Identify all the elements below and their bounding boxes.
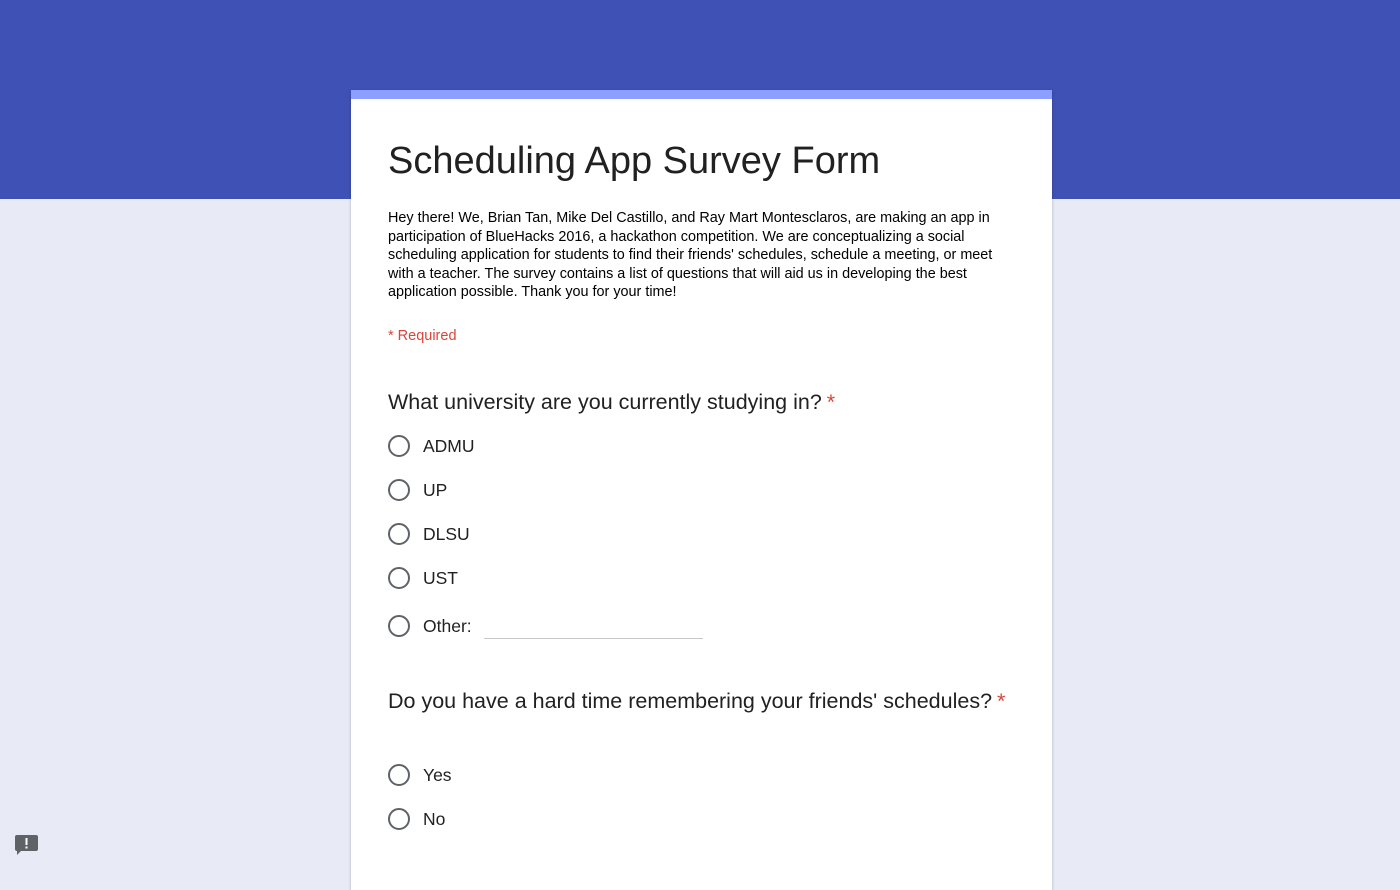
option-label: No (423, 808, 446, 829)
option-label: DLSU (423, 523, 470, 544)
required-asterisk: * (826, 390, 836, 414)
other-text-input[interactable] (484, 619, 703, 639)
required-note: * Required (388, 328, 457, 344)
option-label: Other: (423, 615, 472, 636)
accent-bar (351, 90, 1052, 99)
radio-option-yes[interactable] (388, 762, 452, 788)
question-text: What university are you currently studying in? (388, 390, 822, 414)
radio-option-no[interactable] (388, 806, 445, 832)
question-remember-schedules (388, 687, 1018, 716)
option-label: Yes (423, 764, 452, 785)
radio-button[interactable] (388, 435, 410, 457)
option-label: UP (423, 479, 448, 500)
report-feedback-icon[interactable] (15, 835, 38, 855)
radio-button[interactable] (388, 808, 410, 830)
radio-button[interactable] (388, 615, 410, 637)
form-title: Scheduling App Survey Form (388, 140, 881, 182)
radio-button[interactable] (388, 523, 410, 545)
radio-button[interactable] (388, 764, 410, 786)
form-card (351, 90, 1052, 890)
radio-option-other[interactable] (388, 613, 472, 639)
question-text: Do you have a hard time remembering your friends' schedules? (388, 689, 993, 713)
radio-button[interactable] (388, 567, 410, 589)
question-university (388, 388, 1018, 417)
form-description: Hey there! We, Brian Tan, Mike Del Castillo, and Ray Mart Montesclaros, are making an app in participation of BlueHacks 2016, a hackathon competition. We are conceptualizing a social scheduling application for students to find their friends' schedules, schedule a meeting, or meet with a teacher. The survey contains a list of questions that will aid us in developing the best application possible. Thank you for your time! (388, 210, 993, 301)
radio-button[interactable] (388, 479, 410, 501)
radio-option-up[interactable] (388, 477, 447, 503)
radio-option-dlsu[interactable] (388, 521, 470, 547)
radio-option-ust[interactable] (388, 565, 458, 591)
radio-option-admu[interactable] (388, 433, 475, 459)
option-label: ADMU (423, 435, 475, 456)
option-label: UST (423, 567, 458, 588)
required-asterisk: * (997, 689, 1006, 713)
